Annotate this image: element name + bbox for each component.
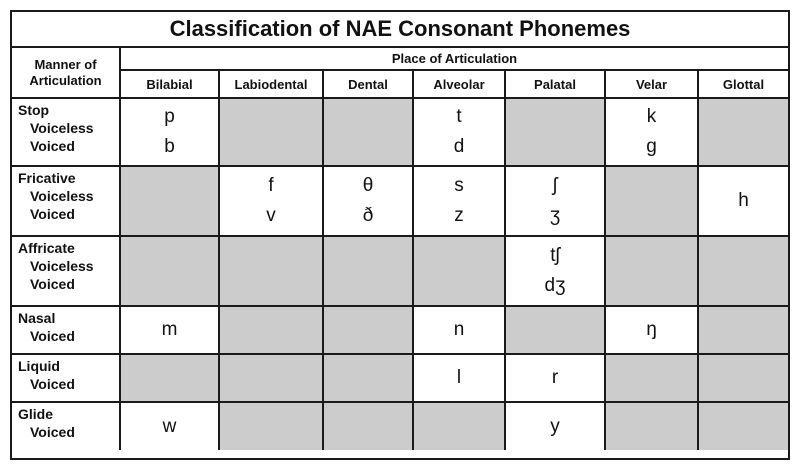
manner-row-nasal bbox=[12, 306, 788, 354]
voicing-label: Voiceless bbox=[30, 258, 94, 274]
empty-cell bbox=[323, 306, 413, 354]
phoneme-cell bbox=[120, 306, 219, 354]
manner-header-label: Manner of Articulation bbox=[29, 56, 102, 88]
empty-cell bbox=[605, 402, 698, 450]
phoneme-symbol: ŋ bbox=[646, 319, 657, 340]
phoneme-cell bbox=[219, 166, 323, 236]
empty-cell bbox=[323, 98, 413, 166]
manner-row-stop bbox=[12, 98, 788, 166]
empty-cell bbox=[219, 306, 323, 354]
phoneme-cell bbox=[413, 98, 505, 166]
phoneme-symbol: r bbox=[551, 367, 559, 388]
empty-cell bbox=[505, 306, 605, 354]
phoneme-cell bbox=[605, 306, 698, 354]
voicing-label: Voiced bbox=[30, 138, 75, 154]
manner-cell bbox=[12, 402, 120, 450]
place-header: Place of Articulation bbox=[120, 48, 788, 70]
phoneme-symbol: d bbox=[453, 136, 465, 157]
phoneme-symbol: n bbox=[453, 319, 465, 340]
voicing-label: Voiced bbox=[30, 276, 75, 292]
manner-label: Nasal bbox=[18, 310, 56, 326]
empty-cell bbox=[698, 236, 788, 306]
phoneme-symbol: tʃ bbox=[550, 245, 560, 266]
manner-row-glide bbox=[12, 402, 788, 450]
phoneme-cell bbox=[698, 166, 788, 236]
phoneme-cell bbox=[120, 98, 219, 166]
phoneme-symbol: v bbox=[266, 205, 276, 226]
phoneme-symbol: f bbox=[268, 175, 274, 196]
phoneme-symbol: ð bbox=[362, 205, 374, 226]
manner-row-fricative bbox=[12, 166, 788, 236]
chart-title: Classification of NAE Consonant Phonemes bbox=[12, 12, 788, 48]
manner-header bbox=[12, 48, 120, 98]
manner-cell bbox=[12, 166, 120, 236]
column-header-labiodental: Labiodental bbox=[219, 70, 323, 98]
voicing-label: Voiced bbox=[30, 206, 75, 222]
column-header-bilabial: Bilabial bbox=[120, 70, 219, 98]
phoneme-symbol: s bbox=[454, 175, 464, 196]
empty-cell bbox=[505, 98, 605, 166]
phoneme-cell bbox=[505, 354, 605, 402]
phoneme-symbol: z bbox=[454, 205, 464, 226]
voicing-label: Voiceless bbox=[30, 120, 94, 136]
phoneme-cell bbox=[605, 98, 698, 166]
phoneme-symbol: ʒ bbox=[549, 205, 561, 226]
column-header-palatal: Palatal bbox=[505, 70, 605, 98]
manner-cell bbox=[12, 354, 120, 402]
phoneme-chart bbox=[10, 10, 790, 460]
empty-cell bbox=[120, 354, 219, 402]
phoneme-cell bbox=[505, 236, 605, 306]
column-header-glottal: Glottal bbox=[698, 70, 788, 98]
manner-cell bbox=[12, 236, 120, 306]
empty-cell bbox=[605, 354, 698, 402]
empty-cell bbox=[698, 354, 788, 402]
empty-cell bbox=[219, 98, 323, 166]
empty-cell bbox=[219, 236, 323, 306]
empty-cell bbox=[605, 236, 698, 306]
phoneme-cell bbox=[120, 402, 219, 450]
empty-cell bbox=[698, 306, 788, 354]
phoneme-cell bbox=[413, 354, 505, 402]
phoneme-symbol: k bbox=[646, 106, 657, 127]
phoneme-table bbox=[12, 48, 788, 450]
phoneme-symbol: dʒ bbox=[544, 275, 566, 296]
voicing-label: Voiced bbox=[30, 424, 75, 440]
empty-cell bbox=[323, 402, 413, 450]
manner-label: Glide bbox=[18, 406, 54, 422]
manner-label: Stop bbox=[18, 102, 50, 118]
empty-cell bbox=[323, 236, 413, 306]
manner-cell bbox=[12, 306, 120, 354]
manner-row-affricate bbox=[12, 236, 788, 306]
column-header-dental: Dental bbox=[323, 70, 413, 98]
manner-row-liquid bbox=[12, 354, 788, 402]
phoneme-symbol: θ bbox=[362, 175, 374, 196]
column-header-alveolar: Alveolar bbox=[413, 70, 505, 98]
phoneme-cell bbox=[505, 166, 605, 236]
manner-cell bbox=[12, 98, 120, 166]
phoneme-cell bbox=[323, 166, 413, 236]
phoneme-symbol: g bbox=[646, 136, 657, 157]
empty-cell bbox=[219, 354, 323, 402]
phoneme-cell bbox=[413, 166, 505, 236]
empty-cell bbox=[219, 402, 323, 450]
empty-cell bbox=[120, 236, 219, 306]
voicing-label: Voiced bbox=[30, 328, 75, 344]
empty-cell bbox=[323, 354, 413, 402]
phoneme-symbol: t bbox=[456, 106, 462, 127]
column-header-velar: Velar bbox=[605, 70, 698, 98]
phoneme-symbol: h bbox=[738, 190, 749, 211]
manner-label: Affricate bbox=[18, 240, 75, 256]
phoneme-symbol: w bbox=[162, 415, 177, 437]
phoneme-symbol: l bbox=[456, 367, 462, 388]
empty-cell bbox=[120, 166, 219, 236]
empty-cell bbox=[698, 402, 788, 450]
empty-cell bbox=[698, 98, 788, 166]
manner-label: Liquid bbox=[18, 358, 60, 374]
phoneme-cell bbox=[505, 402, 605, 450]
voicing-label: Voiceless bbox=[30, 188, 94, 204]
empty-cell bbox=[605, 166, 698, 236]
phoneme-symbol: ʃ bbox=[552, 175, 558, 196]
voicing-label: Voiced bbox=[30, 376, 75, 392]
phoneme-symbol: m bbox=[161, 319, 178, 340]
phoneme-symbol: y bbox=[550, 415, 560, 437]
phoneme-cell bbox=[413, 306, 505, 354]
manner-label: Fricative bbox=[18, 170, 76, 186]
empty-cell bbox=[413, 402, 505, 450]
phoneme-symbol: p bbox=[164, 106, 175, 127]
empty-cell bbox=[413, 236, 505, 306]
phoneme-symbol: b bbox=[164, 136, 175, 157]
